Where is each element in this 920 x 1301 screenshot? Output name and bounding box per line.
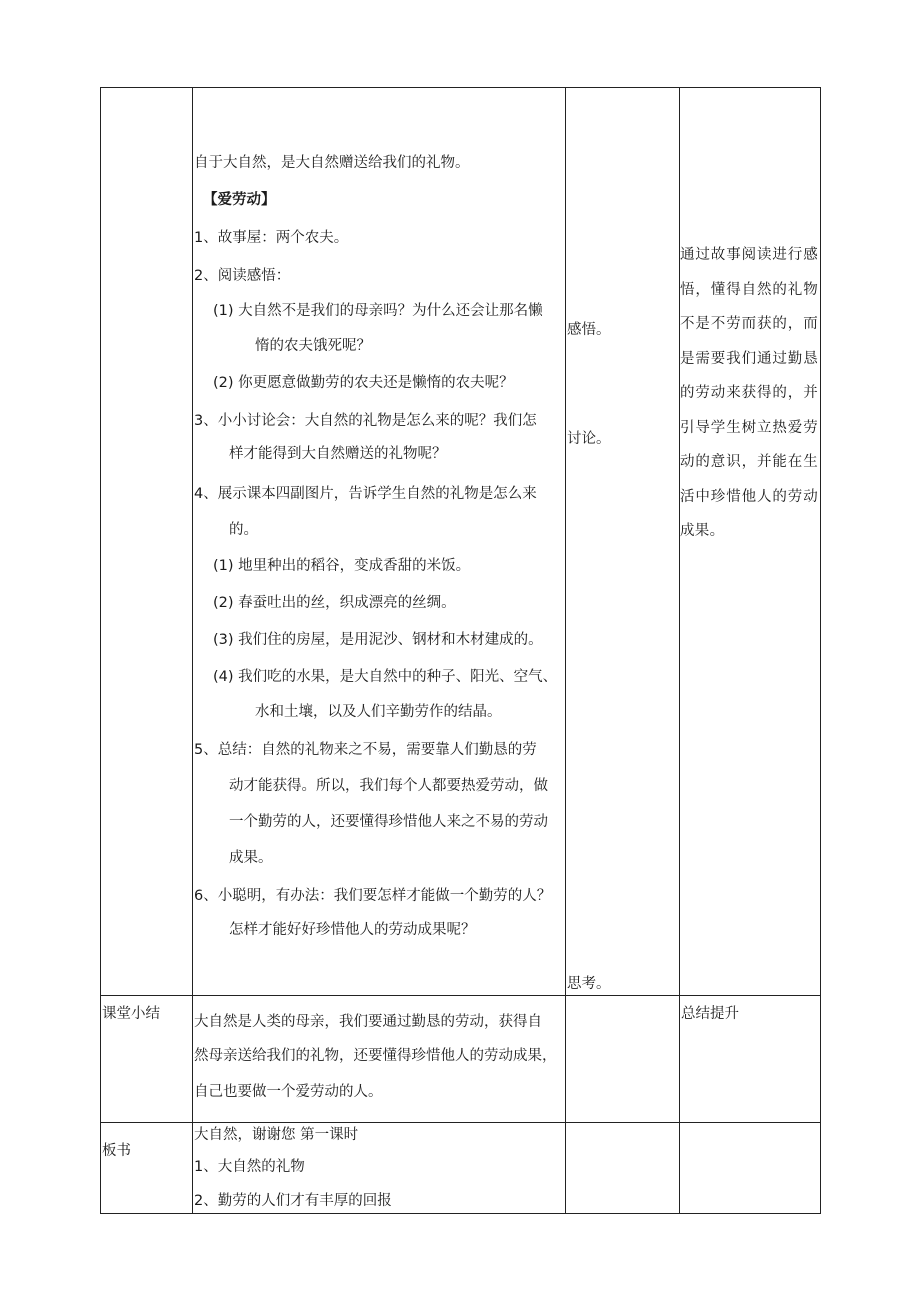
row-label-cell [101,1123,193,1214]
text-line: 大自然，谢谢您 第一课时 [194,1127,359,1143]
text-line: 讨论。 [567,431,611,447]
text-line: 思考。 [567,976,611,992]
text-line: (2) 春蚕吐出的丝，织成漂亮的丝绸。 [213,595,456,611]
row-label-cell [101,996,193,1123]
text-line: (3) 我们住的房屋，是用泥沙、钢材和木材建成的。 [213,632,543,648]
text-line: 2、阅读感悟： [194,268,291,284]
text-line: 3、小小讨论会：大自然的礼物是怎么来的呢？我们怎 [194,413,537,429]
design-intent-text: 通过故事阅读进行感悟，懂得自然的礼物不是不劳而获的，而是需要我们通过勤恳的劳动来获得的，并引导学生树立热爱劳动的意识，并能在生活中珍惜他人的劳动成果。 [680,247,818,539]
text-line: 自于大自然，是大自然赠送给我们的礼物。 [194,155,470,171]
blackboard-intent-cell [680,1123,821,1214]
text-line: 的。 [229,522,258,538]
text-line: 一个勤劳的人，还要懂得珍惜他人来之不易的劳动 [229,814,548,830]
text-line: 样才能得到大自然赠送的礼物呢？ [229,446,447,462]
text-line: 1、大自然的礼物 [194,1159,305,1175]
text-line: 2、勤劳的人们才有丰厚的回报 [194,1193,392,1209]
text-line: 成果。 [229,850,273,866]
teaching-process-row [101,88,821,996]
blackboard-student-cell [566,1123,680,1214]
activity-cell [193,88,566,996]
row-label: 课堂小结 [102,1006,160,1022]
summary-intent-cell [680,996,821,1123]
section-heading: 【爱劳动】 [203,192,276,208]
row-label-cell [101,88,193,996]
design-intent-cell [680,88,821,996]
text-line: 大自然是人类的母亲，我们要通过勤恳的劳动，获得自 [194,1014,542,1030]
text-line: 4、展示课本四副图片，告诉学生自然的礼物是怎么来 [194,486,537,502]
blackboard-row [101,1123,821,1214]
text-line: (4) 我们吃的水果，是大自然中的种子、阳光、空气、 [213,669,558,685]
text-line: (2) 你更愿意做勤劳的农夫还是懒惰的农夫呢？ [213,375,514,391]
text-line: 6、小聪明，有办法：我们要怎样才能做一个勤劳的人？ [194,888,552,904]
text-line: 1、故事屋：两个农夫。 [194,230,349,246]
text-line: 水和土壤，以及人们辛勤劳作的结晶。 [255,704,502,720]
text-line: 怎样才能好好珍惜他人的劳动成果呢？ [229,922,476,938]
text-line: 惰的农夫饿死呢？ [255,338,371,354]
student-activity-cell [566,88,680,996]
text-line: (1) 地里种出的稻谷，变成香甜的米饭。 [213,558,471,574]
text-line: 感悟。 [567,322,611,338]
text-line: 总结提升 [681,1006,739,1022]
lesson-plan-table [100,87,821,1214]
text-line: 自己也要做一个爱劳动的人。 [194,1084,383,1100]
summary-row [101,996,821,1123]
text-line: 然母亲送给我们的礼物，还要懂得珍惜他人的劳动成果， [194,1048,557,1064]
summary-content-cell [193,996,566,1123]
blackboard-content-cell [193,1123,566,1214]
text-line: 5、总结：自然的礼物来之不易，需要靠人们勤恳的劳 [194,742,537,758]
text-line: (1) 大自然不是我们的母亲吗？为什么还会让那名懒 [213,303,543,319]
summary-student-cell [566,996,680,1123]
text-line: 动才能获得。所以，我们每个人都要热爱劳动，做 [229,778,548,794]
row-label: 板书 [102,1143,131,1159]
